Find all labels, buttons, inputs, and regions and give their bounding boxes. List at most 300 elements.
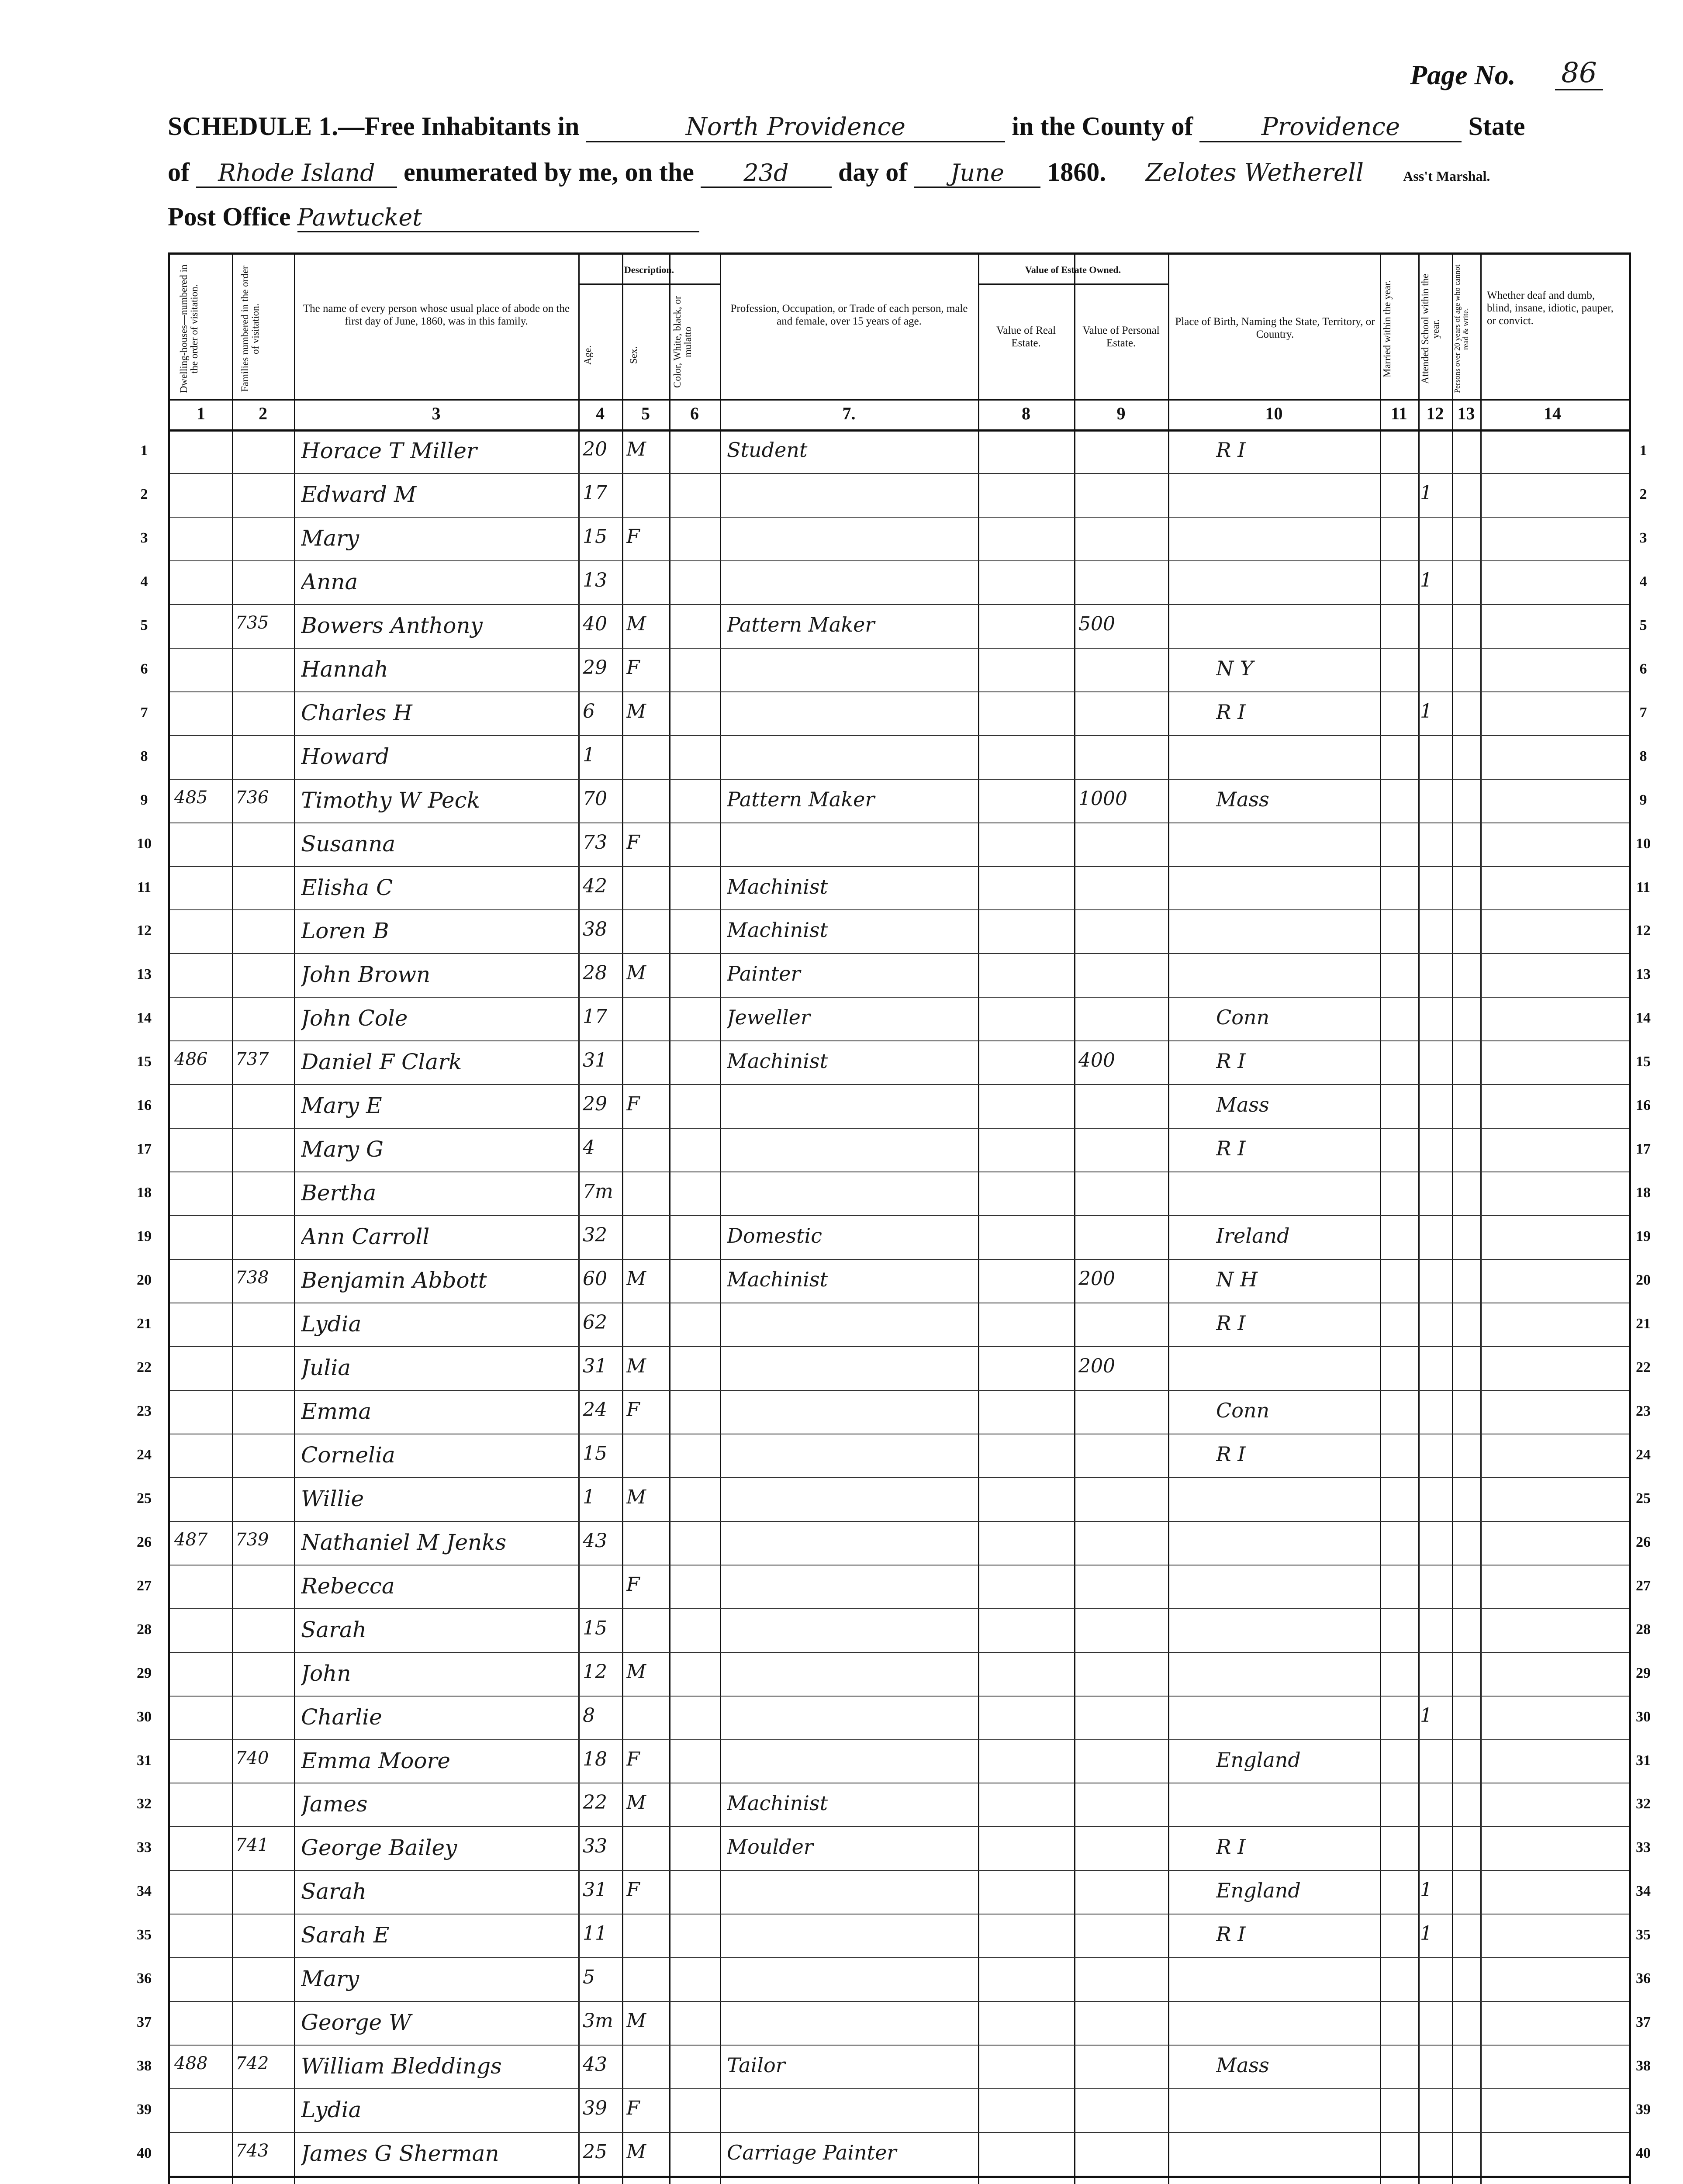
col-number: 5	[641, 404, 650, 423]
row-number-left: 22	[137, 1359, 152, 1375]
row-rule	[170, 1826, 1629, 1827]
row-number-left: 17	[137, 1141, 152, 1158]
cell-birthplace: Mass	[1216, 1093, 1269, 1117]
cell-birthplace: R I	[1216, 1049, 1246, 1073]
row-number-right: 18	[1636, 1185, 1651, 1201]
row-number-left: 3	[140, 529, 148, 546]
row-rule	[170, 779, 1629, 780]
row-number-right: 29	[1636, 1665, 1651, 1681]
cell-age: 28	[583, 962, 607, 985]
cell-age: 62	[583, 1311, 607, 1334]
cell-age: 31	[583, 1355, 607, 1377]
cell-age: 40	[583, 612, 607, 635]
row-rule	[170, 473, 1629, 474]
col-number: 12	[1426, 404, 1444, 423]
col-6-header: Color, White, black, or mulatto	[672, 296, 694, 388]
cell-name: Timothy W Peck	[301, 787, 480, 813]
cell-occupation: Carriage Painter	[727, 2141, 897, 2165]
cell-family: 737	[235, 1049, 269, 1070]
cell-birthplace: N Y	[1216, 656, 1254, 680]
row-number-left: 11	[137, 879, 152, 895]
cell-age: 18	[583, 1748, 607, 1770]
row-number-left: 16	[137, 1097, 152, 1114]
cell-age: 39	[583, 2097, 607, 2120]
cell-sex: F	[626, 1398, 640, 1421]
cell-name: Horace T Miller	[301, 438, 477, 463]
row-rule	[170, 1739, 1629, 1740]
cell-birthplace: Mass	[1216, 2053, 1269, 2077]
description-header: Description.	[624, 264, 674, 275]
row-number-right: 20	[1636, 1272, 1651, 1289]
cell-age: 31	[583, 1879, 607, 1901]
row-rule	[170, 691, 1629, 692]
row-rule	[170, 1128, 1629, 1129]
row-rule	[170, 909, 1629, 910]
cell-age: 1	[583, 1486, 595, 1508]
cell-name: Willie	[301, 1486, 364, 1511]
row-rule	[170, 1346, 1629, 1347]
row-number-left: 28	[137, 1621, 152, 1638]
cell-age: 1	[583, 743, 595, 766]
row-number-left: 39	[137, 2101, 152, 2118]
cell-sex: F	[626, 1748, 640, 1770]
row-number-right: 27	[1636, 1577, 1651, 1594]
row-number-left: 2	[140, 486, 148, 502]
schedule-title	[168, 111, 1525, 142]
estate-header: Value of Estate Owned.	[1025, 264, 1121, 275]
row-number-right: 2	[1639, 486, 1647, 502]
cell-name: Elisha C	[301, 874, 393, 900]
cell-name: Nathaniel M Jenks	[301, 1529, 507, 1555]
cell-school: 1	[1420, 700, 1432, 722]
cell-name: Sarah	[301, 1617, 366, 1642]
row-rule	[170, 648, 1629, 649]
cell-age: 4	[583, 1137, 595, 1159]
cell-birthplace: R I	[1216, 1442, 1246, 1466]
row-number-right: 8	[1639, 748, 1647, 764]
cell-birthplace: N H	[1216, 1268, 1258, 1292]
place-value: North Providence	[586, 113, 1005, 142]
cell-name: Lydia	[301, 2097, 362, 2123]
schedule-title-text: —Free Inhabitants in	[338, 112, 580, 141]
cell-name: George W	[301, 2010, 411, 2035]
col-number: 2	[259, 404, 267, 423]
row-number-left: 12	[137, 923, 152, 939]
cell-occupation: Domestic	[727, 1224, 822, 1248]
row-number-left: 9	[140, 791, 148, 808]
cell-age: 33	[583, 1835, 607, 1858]
cell-age: 15	[583, 1442, 607, 1465]
cell-dwelling: 486	[174, 1049, 208, 1070]
row-number-left: 7	[140, 704, 148, 721]
cell-sex: M	[626, 1268, 646, 1290]
month-value: June	[914, 159, 1040, 188]
cell-name: Loren B	[301, 918, 389, 944]
row-number-right: 3	[1639, 529, 1647, 546]
census-rows	[170, 429, 1629, 2176]
row-number-right: 34	[1636, 1883, 1651, 1900]
cell-sex: F	[626, 1879, 640, 1901]
cell-age: 3m	[583, 2010, 613, 2032]
row-number-left: 27	[137, 1577, 152, 1594]
cell-age: 25	[583, 2141, 607, 2163]
cell-personal: 500	[1078, 612, 1115, 635]
row-number-right: 25	[1636, 1490, 1651, 1507]
row-number-right: 13	[1636, 966, 1651, 983]
cell-name: Howard	[301, 743, 390, 769]
row-number-left: 13	[137, 966, 152, 983]
row-number-right: 31	[1636, 1752, 1651, 1769]
row-number-right: 10	[1636, 835, 1651, 852]
row-rule	[170, 822, 1629, 823]
cell-sex: M	[626, 438, 646, 460]
row-number-left: 23	[137, 1403, 152, 1419]
row-number-left: 10	[137, 835, 152, 852]
row-number-left: 26	[137, 1534, 152, 1550]
cell-age: 20	[583, 438, 607, 460]
cell-age: 8	[583, 1704, 595, 1727]
cell-birthplace: R I	[1216, 1922, 1246, 1946]
col-number: 3	[432, 404, 441, 423]
row-number-right: 11	[1636, 879, 1651, 895]
row-rule	[170, 1696, 1629, 1697]
cell-family: 742	[235, 2053, 269, 2074]
cell-personal: 1000	[1078, 787, 1127, 810]
row-number-right: 4	[1639, 573, 1647, 590]
row-number-left: 18	[137, 1185, 152, 1201]
census-table	[168, 252, 1631, 2184]
cell-birthplace: Conn	[1216, 1398, 1270, 1422]
row-number-right: 7	[1639, 704, 1647, 721]
row-number-left: 24	[137, 1446, 152, 1463]
page-number-value: 86	[1555, 57, 1603, 90]
cell-family: 739	[235, 1529, 269, 1550]
row-rule	[170, 997, 1629, 998]
of-label: of	[168, 158, 190, 187]
row-number-right: 22	[1636, 1359, 1651, 1375]
cell-family: 741	[235, 1835, 269, 1856]
row-number-left: 4	[140, 573, 148, 590]
row-number-right: 14	[1636, 1010, 1651, 1026]
cell-sex: F	[626, 1093, 640, 1116]
row-number-right: 21	[1636, 1316, 1651, 1332]
cell-name: Bertha	[301, 1180, 377, 1206]
row-rule	[170, 1215, 1629, 1216]
cell-name: John	[301, 1660, 351, 1686]
row-rule	[170, 1084, 1629, 1085]
row-number-left: 33	[137, 1839, 152, 1856]
cell-sex: M	[626, 1791, 646, 1814]
cell-name: Hannah	[301, 656, 388, 682]
row-number-left: 21	[137, 1316, 152, 1332]
cell-birthplace: Mass	[1216, 787, 1269, 811]
cell-name: James G Sherman	[301, 2141, 499, 2167]
col-number: 1	[197, 404, 205, 423]
col-9-header: Value of Personal Estate.	[1082, 325, 1160, 349]
cell-sex: M	[626, 1660, 646, 1683]
row-rule	[170, 1040, 1629, 1041]
right-row-numbers	[1630, 429, 1656, 2176]
row-rule	[170, 2088, 1629, 2089]
row-number-right: 39	[1636, 2101, 1651, 2118]
row-rule	[170, 735, 1629, 736]
cell-birthplace: R I	[1216, 1311, 1246, 1335]
cell-name: Anna	[301, 569, 358, 594]
row-number-left: 15	[137, 1054, 152, 1070]
row-rule	[170, 1171, 1629, 1172]
cell-birthplace: R I	[1216, 1835, 1246, 1859]
cell-name: Emma Moore	[301, 1748, 450, 1773]
cell-name: Julia	[301, 1355, 351, 1380]
row-rule	[170, 517, 1629, 518]
enumeration-line	[168, 157, 1490, 188]
cell-dwelling: 485	[174, 787, 208, 808]
cell-name: Rebecca	[301, 1573, 395, 1599]
col-number: 14	[1544, 404, 1561, 423]
cell-sex: F	[626, 656, 640, 679]
cell-occupation: Machinist	[727, 874, 828, 898]
cell-sex: F	[626, 525, 640, 548]
cell-occupation: Tailor	[727, 2053, 785, 2077]
cell-family: 736	[235, 787, 269, 808]
cell-sex: M	[626, 700, 646, 722]
post-office-label: Post Office	[168, 202, 291, 231]
row-number-left: 8	[140, 748, 148, 764]
cell-age: 29	[583, 1093, 607, 1116]
cell-name: Susanna	[301, 831, 396, 857]
cell-occupation: Jeweller	[727, 1006, 810, 1030]
cell-name: Benjamin Abbott	[301, 1268, 487, 1293]
row-rule	[170, 560, 1629, 561]
cell-sex: M	[626, 2010, 646, 2032]
row-number-right: 1	[1639, 442, 1647, 459]
cell-name: Mary G	[301, 1137, 384, 1162]
cell-occupation: Pattern Maker	[727, 787, 875, 811]
row-rule	[170, 953, 1629, 954]
row-number-right: 16	[1636, 1097, 1651, 1114]
post-office-value: Pawtucket	[297, 204, 699, 232]
cell-age: 12	[583, 1660, 607, 1683]
row-number-left: 31	[137, 1752, 152, 1769]
cell-name: William Bleddings	[301, 2053, 502, 2079]
cell-age: 6	[583, 700, 595, 722]
cell-occupation: Machinist	[727, 1268, 828, 1292]
row-rule	[170, 1477, 1629, 1478]
day-label: day of	[838, 158, 908, 187]
col-number: 4	[596, 404, 605, 423]
col-14-header: Whether deaf and dumb, blind, insane, idiotic, pauper, or convict.	[1487, 290, 1614, 327]
row-rule	[170, 2045, 1629, 2046]
day-value: 23d	[701, 159, 832, 188]
enumerated-label: enumerated by me, on the	[403, 158, 694, 187]
row-number-left: 30	[137, 1708, 152, 1725]
page-number-label: Page No.	[1410, 59, 1516, 90]
row-number-right: 36	[1636, 1970, 1651, 1987]
col-7-header: Profession, Occupation, or Trade of each person, male and female, over 15 years of age.	[730, 303, 968, 327]
cell-occupation: Machinist	[727, 1791, 828, 1815]
cell-name: Daniel F Clark	[301, 1049, 462, 1075]
col-number: 6	[690, 404, 699, 423]
cell-name: Edward M	[301, 481, 417, 507]
cell-birthplace: England	[1216, 1879, 1301, 1903]
row-rule	[170, 2001, 1629, 2002]
cell-name: John Brown	[301, 962, 431, 988]
col-2-header: Families numbered in the order of visitation.	[239, 266, 261, 392]
cell-name: Charles H	[301, 700, 412, 726]
cell-school: 1	[1420, 569, 1432, 591]
cell-name: Sarah E	[301, 1922, 390, 1948]
row-number-right: 40	[1636, 2145, 1651, 2162]
state-value: Rhode Island	[196, 159, 397, 188]
cell-sex: M	[626, 962, 646, 985]
row-number-right: 26	[1636, 1534, 1651, 1550]
cell-age: 22	[583, 1791, 607, 1814]
row-rule	[170, 1259, 1629, 1260]
cell-family: 738	[235, 1268, 269, 1288]
cell-name: Mary E	[301, 1093, 382, 1119]
cell-age: 43	[583, 2053, 607, 2076]
cell-sex: F	[626, 831, 640, 854]
row-number-left: 40	[137, 2145, 152, 2162]
row-number-left: 38	[137, 2058, 152, 2074]
row-number-right: 9	[1639, 791, 1647, 808]
col-13-header: Persons over 20 years of age who cannot read & write.	[1453, 264, 1470, 394]
cell-birthplace: Ireland	[1216, 1224, 1290, 1248]
county-value: Providence	[1199, 113, 1462, 142]
cell-occupation: Machinist	[727, 918, 828, 942]
cell-family: 743	[235, 2141, 269, 2161]
row-number-right: 33	[1636, 1839, 1651, 1856]
cell-name: Bowers Anthony	[301, 612, 483, 638]
cell-age: 70	[583, 787, 607, 810]
col-4-header: Age.	[582, 345, 593, 365]
row-number-right: 32	[1636, 1796, 1651, 1812]
cell-age: 29	[583, 656, 607, 679]
cell-name: George Bailey	[301, 1835, 457, 1861]
cell-name: Lydia	[301, 1311, 362, 1337]
cell-age: 38	[583, 918, 607, 941]
cell-school: 1	[1420, 1879, 1432, 1901]
cell-age: 32	[583, 1224, 607, 1247]
cell-age: 17	[583, 1006, 607, 1028]
cell-age: 13	[583, 569, 607, 591]
cell-age: 24	[583, 1398, 607, 1421]
row-number-left: 1	[140, 442, 148, 459]
col-number: 7.	[842, 404, 856, 423]
cell-age: 15	[583, 525, 607, 548]
cell-age: 17	[583, 481, 607, 504]
row-number-left: 25	[137, 1490, 152, 1507]
year-label: 1860.	[1047, 158, 1106, 187]
col-8-header: Value of Real Estate.	[996, 325, 1056, 349]
county-label: in the County of	[1012, 112, 1193, 141]
col-number: 10	[1265, 404, 1283, 423]
row-number-right: 28	[1636, 1621, 1651, 1638]
cell-age: 7m	[583, 1180, 613, 1203]
cell-occupation: Moulder	[727, 1835, 813, 1859]
cell-sex: M	[626, 1486, 646, 1508]
row-number-right: 17	[1636, 1141, 1651, 1158]
col-10-header: Place of Birth, Naming the State, Territory, or Country.	[1175, 316, 1375, 340]
row-number-right: 23	[1636, 1403, 1651, 1419]
row-number-left: 35	[137, 1927, 152, 1943]
col-number: 13	[1457, 404, 1475, 423]
cell-occupation: Machinist	[727, 1049, 828, 1073]
cell-sex: F	[626, 2097, 640, 2120]
cell-age: 42	[583, 874, 607, 897]
col-number: 8	[1022, 404, 1030, 423]
row-number-left: 37	[137, 2014, 152, 2031]
cell-age: 73	[583, 831, 607, 854]
row-number-left: 5	[140, 617, 148, 633]
cell-age: 5	[583, 1966, 595, 1989]
cell-name: Mary	[301, 1966, 359, 1992]
cell-personal: 200	[1078, 1268, 1115, 1290]
row-number-right: 15	[1636, 1054, 1651, 1070]
cell-age: 15	[583, 1617, 607, 1639]
row-number-right: 30	[1636, 1708, 1651, 1725]
cell-family: 735	[235, 612, 269, 633]
row-number-right: 35	[1636, 1927, 1651, 1943]
cell-personal: 200	[1078, 1355, 1115, 1377]
cell-birthplace: England	[1216, 1748, 1301, 1772]
row-rule	[170, 1390, 1629, 1391]
cell-name: Emma	[301, 1398, 372, 1424]
row-number-right: 38	[1636, 2058, 1651, 2074]
row-number-left: 29	[137, 1665, 152, 1681]
cell-birthplace: Conn	[1216, 1006, 1270, 1030]
col-5-header: Sex.	[628, 346, 639, 364]
row-rule	[170, 1608, 1629, 1609]
state-label: State	[1468, 112, 1525, 141]
cell-age: 60	[583, 1268, 607, 1290]
cell-occupation: Painter	[727, 962, 801, 986]
row-number-left: 32	[137, 1796, 152, 1812]
cell-name: Ann Carroll	[301, 1224, 430, 1250]
cell-name: Sarah	[301, 1879, 366, 1904]
row-number-right: 19	[1636, 1228, 1651, 1245]
cell-age: 31	[583, 1049, 607, 1072]
col-12-header: Attended School within the year.	[1420, 273, 1441, 384]
cell-dwelling: 487	[174, 1529, 208, 1550]
cell-name: Cornelia	[301, 1442, 395, 1468]
row-number-right: 37	[1636, 2014, 1651, 2031]
cell-occupation: Student	[727, 438, 808, 462]
marshal-signature: Zelotes Wetherell	[1145, 159, 1364, 187]
row-rule	[170, 1957, 1629, 1958]
cell-sex: M	[626, 1355, 646, 1377]
row-rule	[170, 1521, 1629, 1522]
row-number-left: 19	[137, 1228, 152, 1245]
row-number-right: 12	[1636, 923, 1651, 939]
row-number-left: 36	[137, 1970, 152, 1987]
cell-sex: F	[626, 1573, 640, 1596]
cell-school: 1	[1420, 1922, 1432, 1945]
col-1-header: Dwelling-houses—numbered in the order of visitation.	[178, 264, 200, 394]
cell-birthplace: R I	[1216, 700, 1246, 724]
col-number: 11	[1391, 404, 1407, 423]
col-3-header: The name of every person whose usual place of abode on the first day of June, 1860, was in this family.	[303, 303, 570, 327]
cell-name: Mary	[301, 525, 359, 551]
cell-name: John Cole	[301, 1006, 408, 1031]
row-number-left: 20	[137, 1272, 152, 1289]
post-office-line	[168, 202, 699, 232]
row-rule	[170, 1870, 1629, 1871]
cell-age: 11	[583, 1922, 607, 1945]
cell-school: 1	[1420, 481, 1432, 504]
row-number-right: 24	[1636, 1446, 1651, 1463]
cell-birthplace: R I	[1216, 1137, 1246, 1161]
